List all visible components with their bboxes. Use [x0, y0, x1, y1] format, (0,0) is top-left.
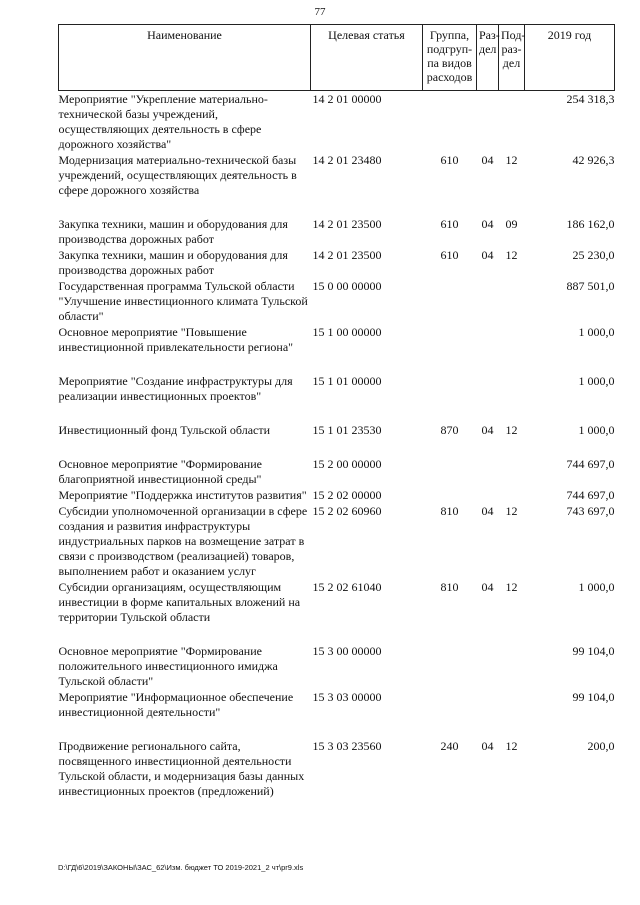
row-group: 240 — [440, 739, 459, 753]
row-subsection — [499, 487, 525, 503]
row-amount: 743 697,0 — [566, 504, 615, 518]
row-name: Основное мероприятие "Формирование благоприятной инвестиционной среды" — [58, 457, 262, 486]
row-name: Мероприятие "Укрепление материально-технической базы учреждений, осуществляющих деятельность в сфере дорожного хозяйства" — [58, 92, 268, 151]
row-group — [423, 91, 477, 153]
row-code: 15 2 02 60960 — [312, 504, 382, 518]
row-group — [423, 456, 477, 487]
row-amount: 1 000,0 — [578, 374, 615, 388]
row-group: 870 — [440, 423, 459, 437]
file-path-footer: D:\ГД\6\2019\ЗАКОНЫ\ЗАС_62\Изм. бюджет ТО 2019-2021_2 чт\pr9.xls — [58, 863, 304, 872]
row-code: 15 2 00 00000 — [312, 457, 382, 471]
budget-table — [58, 24, 615, 799]
row-code: 14 2 01 23500 — [312, 248, 382, 262]
table-row — [59, 487, 615, 503]
table-row — [59, 643, 615, 689]
row-name: Основное мероприятие "Формирование положительного инвестиционного имиджа Тульской области" — [58, 644, 278, 688]
row-subsection: 12 — [505, 739, 518, 753]
row-section — [477, 278, 499, 324]
row-subsection — [499, 689, 525, 720]
table-row — [59, 503, 615, 579]
header-section: Раз-дел — [477, 25, 499, 91]
row-code: 15 1 01 23530 — [312, 423, 382, 437]
row-subsection — [499, 91, 525, 153]
row-section: 04 — [481, 739, 494, 753]
row-section: 04 — [481, 217, 494, 231]
row-name: Закупка техники, машин и оборудования для производства дорожных работ — [58, 217, 288, 246]
row-amount: 744 697,0 — [566, 457, 615, 471]
row-code: 14 2 01 23500 — [312, 217, 382, 231]
table-row — [59, 579, 615, 625]
row-section: 04 — [481, 580, 494, 594]
row-code: 14 2 01 23480 — [312, 153, 382, 167]
row-code: 15 2 02 61040 — [312, 580, 382, 594]
table-row — [59, 91, 615, 153]
row-section — [477, 643, 499, 689]
table-row — [59, 456, 615, 487]
row-subsection: 12 — [505, 504, 518, 518]
table-row — [59, 278, 615, 324]
row-name: Мероприятие "Информационное обеспечение инвестиционной деятельности" — [58, 690, 294, 719]
table-row — [59, 422, 615, 438]
row-name: Основное мероприятие "Повышение инвестиционной привлекательности региона" — [58, 325, 294, 354]
row-section — [477, 456, 499, 487]
row-section — [477, 487, 499, 503]
row-group — [423, 278, 477, 324]
table-row — [59, 738, 615, 799]
row-subsection: 09 — [505, 217, 518, 231]
row-amount: 254 318,3 — [566, 92, 615, 106]
page-number: 77 — [314, 6, 326, 18]
table-row — [59, 324, 615, 355]
row-group: 810 — [440, 504, 459, 518]
row-subsection — [499, 456, 525, 487]
row-code: 15 2 02 00000 — [312, 488, 382, 502]
row-section — [477, 324, 499, 355]
row-subsection: 12 — [505, 248, 518, 262]
table-header-row — [59, 25, 615, 91]
header-name: Наименование — [59, 25, 311, 91]
row-code: 15 1 00 00000 — [312, 325, 382, 339]
row-group — [423, 689, 477, 720]
row-amount: 99 104,0 — [572, 690, 615, 704]
row-subsection: 12 — [505, 580, 518, 594]
row-section — [477, 689, 499, 720]
row-name: Модернизация материально-технической базы учреждений, осуществляющих деятельность в сфере дорожного хозяйства — [58, 153, 297, 197]
header-subsection: Под-раз-дел — [499, 25, 525, 91]
row-subsection: 12 — [505, 423, 518, 437]
row-amount: 186 162,0 — [566, 217, 615, 231]
row-amount: 1 000,0 — [578, 580, 615, 594]
row-section — [477, 373, 499, 404]
row-amount: 25 230,0 — [572, 248, 615, 262]
row-group: 610 — [440, 217, 459, 231]
row-subsection — [499, 373, 525, 404]
row-code: 15 0 00 00000 — [312, 279, 382, 293]
row-subsection — [499, 324, 525, 355]
row-subsection — [499, 643, 525, 689]
row-amount: 1 000,0 — [578, 325, 615, 339]
row-group: 610 — [440, 248, 459, 262]
row-name: Субсидии организациям, осуществляющим инвестиции в форме капитальных вложений на территории Тульской области — [58, 580, 301, 624]
row-amount: 744 697,0 — [566, 488, 615, 502]
row-group: 610 — [440, 153, 459, 167]
row-amount: 200,0 — [587, 739, 615, 753]
row-amount: 1 000,0 — [578, 423, 615, 437]
row-name: Мероприятие "Создание инфраструктуры для реализации инвестиционных проектов" — [58, 374, 293, 403]
table-row — [59, 216, 615, 247]
table-row — [59, 689, 615, 720]
row-group — [423, 643, 477, 689]
header-target-article: Целевая статья — [311, 25, 423, 91]
row-name: Продвижение регионального сайта, посвященного инвестиционной деятельности Тульской области, и модернизация базы данных инвестиционных проектов (предложений) — [58, 739, 305, 798]
header-year: 2019 год — [525, 25, 615, 91]
header-group: Группа, подгруп-па видов расходов — [423, 25, 477, 91]
row-group — [423, 487, 477, 503]
row-name: Субсидии уполномоченной организации в сфере создания и развития инфраструктуры индустриальных парков на возмещение затрат в связи с производством (реализацией) товаров, выполнением работ и оказанием услуг — [58, 504, 308, 578]
row-code: 15 1 01 00000 — [312, 374, 382, 388]
row-name: Инвестиционный фонд Тульской области — [58, 423, 271, 437]
row-section: 04 — [481, 248, 494, 262]
table-row — [59, 373, 615, 404]
row-subsection: 12 — [505, 153, 518, 167]
row-code: 15 3 03 00000 — [312, 690, 382, 704]
row-code: 14 2 01 00000 — [312, 92, 382, 106]
table-row — [59, 247, 615, 278]
row-group: 810 — [440, 580, 459, 594]
table-row — [59, 152, 615, 198]
row-code: 15 3 00 00000 — [312, 644, 382, 658]
row-section — [477, 91, 499, 153]
row-section: 04 — [481, 504, 494, 518]
row-code: 15 3 03 23560 — [312, 739, 382, 753]
row-group — [423, 324, 477, 355]
row-name: Мероприятие "Поддержка институтов развития" — [58, 488, 307, 502]
row-subsection — [499, 278, 525, 324]
row-amount: 99 104,0 — [572, 644, 615, 658]
row-name: Закупка техники, машин и оборудования для производства дорожных работ — [58, 248, 288, 277]
row-section: 04 — [481, 423, 494, 437]
row-amount: 887 501,0 — [566, 279, 615, 293]
row-group — [423, 373, 477, 404]
row-amount: 42 926,3 — [572, 153, 615, 167]
row-name: Государственная программа Тульской области "Улучшение инвестиционного климата Тульской области" — [58, 279, 308, 323]
row-section: 04 — [481, 153, 494, 167]
